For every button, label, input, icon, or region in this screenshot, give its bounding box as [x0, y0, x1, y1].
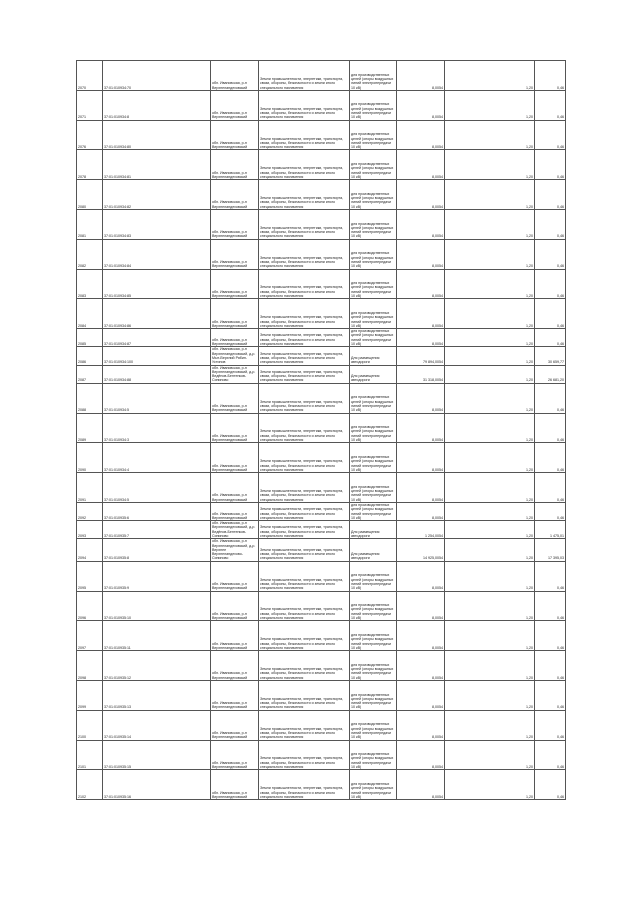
- tax-rate-cell: 1,20: [445, 180, 535, 210]
- permitted-use-cell: для производственных целей (опоры воздушных линий электропередачи 10 кВ): [350, 383, 397, 413]
- address-cell: обл. Ивановская, р-н Верхнеландеховский: [211, 150, 259, 180]
- row-number-cell: 2071: [77, 90, 103, 120]
- table-row: [77, 120, 566, 150]
- land-category-cell: Земли промышленности, энергетики, транспорта, связи, обороны, безопасности и земли иного специального назначения: [259, 239, 350, 269]
- cadastral-number-cell: 37:01:010934:83: [103, 209, 211, 239]
- land-category-cell: Земли промышленности, энергетики, транспорта, связи, обороны, безопасности и земли иного специального назначения: [259, 443, 350, 473]
- cadastral-number-cell: 37:01:010934:81: [103, 150, 211, 180]
- address-cell: обл. Ивановская, р-н Верхнеландеховский: [211, 90, 259, 120]
- tax-amount-cell: 0,46: [535, 299, 566, 329]
- table-row: [77, 521, 566, 539]
- table-row: [77, 561, 566, 591]
- table-row: [77, 150, 566, 180]
- address-cell: обл. Ивановская, р-н Верхнеландеховский, д-р. Ведёнов-Бентенков-Сипиново: [211, 365, 259, 383]
- tax-amount-cell: 0,46: [535, 120, 566, 150]
- tax-rate-cell: 1,20: [445, 651, 535, 681]
- tax-rate-cell: 1,20: [445, 502, 535, 520]
- table-row: [77, 269, 566, 299]
- address-cell: обл. Ивановская, р-н Верхнеландеховский: [211, 651, 259, 681]
- tax-amount-cell: 0,46: [535, 621, 566, 651]
- address-cell: обл. Ивановская, р-н Верхнеландеховский: [211, 269, 259, 299]
- land-category-cell: Земли промышленности, энергетики, транспорта, связи, обороны, безопасности и земли иного специального назначения: [259, 209, 350, 239]
- tax-amount-cell: 0,46: [535, 651, 566, 681]
- address-cell: обл. Ивановская, р-н Верхнеландеховский: [211, 299, 259, 329]
- table-row: [77, 365, 566, 383]
- permitted-use-cell: Для размещения автодороги: [350, 347, 397, 365]
- tax-rate-cell: 1,20: [445, 365, 535, 383]
- address-cell: обл. Ивановская, р-н Верхнеландеховский: [211, 770, 259, 800]
- land-category-cell: Земли промышленности, энергетики, транспорта, связи, обороны, безопасности и земли иного специального назначения: [259, 621, 350, 651]
- permitted-use-cell: для производственных целей (опоры воздушных линий электропередачи 10 кВ): [350, 621, 397, 651]
- row-number-cell: 2085: [77, 329, 103, 347]
- tax-rate-cell: 1,20: [445, 561, 535, 591]
- area-cell: 14 925,0054: [397, 539, 445, 561]
- land-tax-table: [76, 60, 566, 800]
- area-cell: 31 318,0054: [397, 365, 445, 383]
- address-cell: обл. Ивановская, р-н Верхнеландеховский: [211, 680, 259, 710]
- cadastral-number-cell: 37:01:010935:14: [103, 710, 211, 740]
- land-category-cell: Земли промышленности, энергетики, транспорта, связи, обороны, безопасности и земли иного специального назначения: [259, 539, 350, 561]
- cadastral-number-cell: 37:01:010935:8: [103, 539, 211, 561]
- tax-rate-cell: 1,20: [445, 591, 535, 621]
- tax-amount-cell: 0,46: [535, 239, 566, 269]
- table-row: [77, 180, 566, 210]
- area-cell: 8,0054: [397, 561, 445, 591]
- tax-amount-cell: 1 475,01: [535, 521, 566, 539]
- tax-rate-cell: 1,20: [445, 443, 535, 473]
- tax-rate-cell: 1,20: [445, 120, 535, 150]
- area-cell: 8,0054: [397, 269, 445, 299]
- permitted-use-cell: для производственных целей (опоры воздушных линий электропередачи 10 кВ): [350, 180, 397, 210]
- area-cell: 8,0054: [397, 209, 445, 239]
- cadastral-number-cell: 37:01:010934:88: [103, 365, 211, 383]
- address-cell: обл. Ивановская, р-н Верхнеландеховский: [211, 502, 259, 520]
- table-row: [77, 740, 566, 770]
- tax-rate-cell: 1,20: [445, 680, 535, 710]
- row-number-cell: 2093: [77, 521, 103, 539]
- land-category-cell: Земли промышленности, энергетики, транспорта, связи, обороны, безопасности и земли иного специального назначения: [259, 502, 350, 520]
- permitted-use-cell: для производственных целей (опоры воздушных линий электропередачи 10 кВ): [350, 150, 397, 180]
- permitted-use-cell: Для размещения автодороги: [350, 521, 397, 539]
- row-number-cell: 2088: [77, 383, 103, 413]
- area-cell: 8,0054: [397, 710, 445, 740]
- permitted-use-cell: для производственных целей (опоры воздушных линий электропередачи 10 кВ): [350, 710, 397, 740]
- land-category-cell: Земли промышленности, энергетики, транспорта, связи, обороны, безопасности и земли иного специального назначения: [259, 180, 350, 210]
- tax-amount-cell: 0,46: [535, 150, 566, 180]
- table-row: [77, 61, 566, 91]
- land-category-cell: Земли промышленности, энергетики, транспорта, связи, обороны, безопасности и земли иного специального назначения: [259, 710, 350, 740]
- tax-amount-cell: 0,46: [535, 710, 566, 740]
- permitted-use-cell: для производственных целей (опоры воздушных линий электропередачи 10 кВ): [350, 740, 397, 770]
- tax-amount-cell: 0,46: [535, 473, 566, 503]
- table-row: [77, 680, 566, 710]
- permitted-use-cell: для производственных целей (опоры воздушных линий электропередачи 10 кВ): [350, 269, 397, 299]
- tax-rate-cell: 1,20: [445, 413, 535, 443]
- cadastral-number-cell: 37:01:010934:84: [103, 239, 211, 269]
- table-row: [77, 90, 566, 120]
- table-row: [77, 539, 566, 561]
- row-number-cell: 2091: [77, 473, 103, 503]
- address-cell: обл. Ивановская, р-н Верхнеландеховский: [211, 180, 259, 210]
- area-cell: 8,0054: [397, 90, 445, 120]
- land-category-cell: Земли промышленности, энергетики, транспорта, связи, обороны, безопасности и земли иного специального назначения: [259, 269, 350, 299]
- tax-amount-cell: 0,46: [535, 443, 566, 473]
- area-cell: 8,0054: [397, 413, 445, 443]
- tax-amount-cell: 0,46: [535, 329, 566, 347]
- tax-amount-cell: 0,46: [535, 383, 566, 413]
- permitted-use-cell: для производственных целей (опоры воздушных линий электропередачи 10 кВ): [350, 591, 397, 621]
- address-cell: обл. Ивановская, р-н Верхнеландеховский: [211, 591, 259, 621]
- cadastral-number-cell: 37:01:010934:86: [103, 299, 211, 329]
- land-category-cell: Земли промышленности, энергетики, транспорта, связи, обороны, безопасности и земли иного специального назначения: [259, 90, 350, 120]
- row-number-cell: 2096: [77, 591, 103, 621]
- row-number-cell: 2070: [77, 61, 103, 91]
- address-cell: обл. Ивановская, р-н Верхнеландеховский: [211, 561, 259, 591]
- permitted-use-cell: для производственных целей (опоры воздушных линий электропередачи 10 кВ): [350, 651, 397, 681]
- row-number-cell: 2094: [77, 539, 103, 561]
- permitted-use-cell: Для размещения автодороги: [350, 539, 397, 561]
- tax-rate-cell: 1,20: [445, 383, 535, 413]
- land-category-cell: Земли промышленности, энергетики, транспорта, связи, обороны, безопасности и земли иного специального назначения: [259, 680, 350, 710]
- address-cell: обл. Ивановская, р-н Верхнеландеховский: [211, 473, 259, 503]
- table-row: [77, 443, 566, 473]
- land-category-cell: Земли промышленности, энергетики, транспорта, связи, обороны, безопасности и земли иного специального назначения: [259, 473, 350, 503]
- cadastral-number-cell: 37:01:010934:3: [103, 413, 211, 443]
- row-number-cell: 2076: [77, 120, 103, 150]
- permitted-use-cell: для производственных целей (опоры воздушных линий электропередачи 10 кВ): [350, 209, 397, 239]
- land-category-cell: Земли промышленности, энергетики, транспорта, связи, обороны, безопасности и земли иного специального назначения: [259, 740, 350, 770]
- table-row: [77, 502, 566, 520]
- permitted-use-cell: Для размещения автодороги: [350, 365, 397, 383]
- tax-rate-cell: 1,20: [445, 239, 535, 269]
- land-category-cell: Земли промышленности, энергетики, транспорта, связи, обороны, безопасности и земли иного специального назначения: [259, 329, 350, 347]
- area-cell: 8,0054: [397, 329, 445, 347]
- cadastral-number-cell: 37:01:010935:7: [103, 521, 211, 539]
- area-cell: 8,0054: [397, 180, 445, 210]
- tax-rate-cell: 1,20: [445, 710, 535, 740]
- permitted-use-cell: для производственных целей (опоры воздушных линий электропередачи 10 кВ): [350, 299, 397, 329]
- land-category-cell: Земли промышленности, энергетики, транспорта, связи, обороны, безопасности и земли иного специального назначения: [259, 365, 350, 383]
- cadastral-number-cell: 37:01:010935:10: [103, 591, 211, 621]
- area-cell: 8,0054: [397, 740, 445, 770]
- cadastral-number-cell: 37:01:010934:100: [103, 347, 211, 365]
- row-number-cell: 2086: [77, 347, 103, 365]
- tax-amount-cell: 0,46: [535, 180, 566, 210]
- tax-rate-cell: 1,20: [445, 90, 535, 120]
- address-cell: обл. Ивановская, р-н Верхнеландеховский: [211, 413, 259, 443]
- area-cell: 8,0054: [397, 591, 445, 621]
- table-row: [77, 383, 566, 413]
- tax-rate-cell: 1,20: [445, 329, 535, 347]
- area-cell: 8,0054: [397, 473, 445, 503]
- table-row: [77, 299, 566, 329]
- address-cell: обл. Ивановская, р-н Верхнеландеховский: [211, 239, 259, 269]
- tax-rate-cell: 1,20: [445, 770, 535, 800]
- table-row: [77, 621, 566, 651]
- tax-rate-cell: 1,20: [445, 299, 535, 329]
- row-number-cell: 2095: [77, 561, 103, 591]
- tax-rate-cell: 1,20: [445, 347, 535, 365]
- land-category-cell: Земли промышленности, энергетики, транспорта, связи, обороны, безопасности и земли иного специального назначения: [259, 561, 350, 591]
- land-category-cell: Земли промышленности, энергетики, транспорта, связи, обороны, безопасности и земли иного специального назначения: [259, 770, 350, 800]
- land-category-cell: Земли промышленности, энергетики, транспорта, связи, обороны, безопасности и земли иного специального назначения: [259, 383, 350, 413]
- table-row: [77, 239, 566, 269]
- tax-amount-cell: 0,46: [535, 740, 566, 770]
- land-category-cell: Земли промышленности, энергетики, транспорта, связи, обороны, безопасности и земли иного специального назначения: [259, 120, 350, 150]
- tax-rate-cell: 1,20: [445, 269, 535, 299]
- tax-amount-cell: 0,46: [535, 680, 566, 710]
- area-cell: 8,0054: [397, 621, 445, 651]
- tax-rate-cell: 1,20: [445, 539, 535, 561]
- row-number-cell: 2081: [77, 209, 103, 239]
- cadastral-number-cell: 37:01:010935:11: [103, 621, 211, 651]
- table-row: [77, 413, 566, 443]
- address-cell: обл. Ивановская, р-н Верхнеландеховский: [211, 209, 259, 239]
- row-number-cell: 2097: [77, 621, 103, 651]
- row-number-cell: 2102: [77, 770, 103, 800]
- area-cell: 8,0054: [397, 239, 445, 269]
- tax-amount-cell: 0,46: [535, 269, 566, 299]
- permitted-use-cell: для производственных целей (опоры воздушных линий электропередачи 10 кВ): [350, 239, 397, 269]
- row-number-cell: 2099: [77, 680, 103, 710]
- tax-amount-cell: 0,46: [535, 502, 566, 520]
- address-cell: обл. Ивановская, р-н Верхнеландеховский: [211, 120, 259, 150]
- area-cell: 8,0054: [397, 443, 445, 473]
- cadastral-number-cell: 37:01:010934:87: [103, 329, 211, 347]
- row-number-cell: 2078: [77, 150, 103, 180]
- permitted-use-cell: для производственных целей (опоры воздушных линий электропередачи 10 кВ): [350, 90, 397, 120]
- table-body: [77, 61, 566, 800]
- permitted-use-cell: для производственных целей (опоры воздушных линий электропередачи 10 кВ): [350, 502, 397, 520]
- tax-rate-cell: 1,20: [445, 61, 535, 91]
- permitted-use-cell: для производственных целей (опоры воздушных линий электропередачи 10 кВ): [350, 443, 397, 473]
- tax-rate-cell: 1,20: [445, 209, 535, 239]
- row-number-cell: 2090: [77, 443, 103, 473]
- table-row: [77, 770, 566, 800]
- tax-amount-cell: 26 681,20: [535, 365, 566, 383]
- area-cell: 8,0054: [397, 383, 445, 413]
- tax-amount-cell: 0,46: [535, 209, 566, 239]
- address-cell: обл. Ивановская, р-н Верхнеландеховский: [211, 383, 259, 413]
- cadastral-number-cell: 37:01:010935:16: [103, 770, 211, 800]
- row-number-cell: 2101: [77, 740, 103, 770]
- permitted-use-cell: для производственных целей (опоры воздушных линий электропередачи 10 кВ): [350, 680, 397, 710]
- tax-amount-cell: 0,46: [535, 591, 566, 621]
- land-category-cell: Земли промышленности, энергетики, транспорта, связи, обороны, безопасности и земли иного специального назначения: [259, 651, 350, 681]
- area-cell: 8,0054: [397, 651, 445, 681]
- address-cell: обл. Ивановская, р-н Верхнеландеховский: [211, 710, 259, 740]
- row-number-cell: 2080: [77, 180, 103, 210]
- cadastral-number-cell: 37:01:010934:8: [103, 90, 211, 120]
- cadastral-number-cell: 37:01:010935:12: [103, 651, 211, 681]
- tax-amount-cell: 0,46: [535, 413, 566, 443]
- tax-amount-cell: 0,46: [535, 61, 566, 91]
- tax-amount-cell: 0,46: [535, 770, 566, 800]
- permitted-use-cell: для производственных целей (опоры воздушных линий электропередачи 10 кВ): [350, 770, 397, 800]
- area-cell: 8,0054: [397, 150, 445, 180]
- row-number-cell: 2087: [77, 365, 103, 383]
- address-cell: обл. Ивановская, р-н Верхнеландеховский, д-р. Мыт-Верхний Рябин-Устинов: [211, 347, 259, 365]
- permitted-use-cell: для производственных целей (опоры воздушных линий электропередачи 10 кВ): [350, 413, 397, 443]
- tax-rate-cell: 1,20: [445, 521, 535, 539]
- cadastral-number-cell: 37:01:010935:15: [103, 740, 211, 770]
- area-cell: 8,0054: [397, 299, 445, 329]
- tax-amount-cell: 0,46: [535, 90, 566, 120]
- table-row: [77, 473, 566, 503]
- table-row: [77, 591, 566, 621]
- table-row: [77, 329, 566, 347]
- cadastral-number-cell: 37:01:010934:4: [103, 443, 211, 473]
- address-cell: обл. Ивановская, р-н Верхнеландеховский: [211, 61, 259, 91]
- cadastral-number-cell: 37:01:010934:5: [103, 383, 211, 413]
- row-number-cell: 2083: [77, 269, 103, 299]
- permitted-use-cell: для производственных целей (опоры воздушных линий электропередачи 10 кВ): [350, 329, 397, 347]
- area-cell: 8,0054: [397, 61, 445, 91]
- row-number-cell: 2084: [77, 299, 103, 329]
- tax-amount-cell: 0,46: [535, 561, 566, 591]
- cadastral-number-cell: 37:01:010935:9: [103, 561, 211, 591]
- cadastral-number-cell: 37:01:010934:85: [103, 269, 211, 299]
- table-row: [77, 209, 566, 239]
- cadastral-number-cell: 37:01:010934:5: [103, 473, 211, 503]
- land-category-cell: Земли промышленности, энергетики, транспорта, связи, обороны, безопасности и земли иного специального назначения: [259, 521, 350, 539]
- area-cell: 8,0054: [397, 680, 445, 710]
- address-cell: обл. Ивановская, р-н Верхнеландеховский: [211, 621, 259, 651]
- tax-amount-cell: 17 395,03: [535, 539, 566, 561]
- cadastral-number-cell: 37:01:010935:13: [103, 680, 211, 710]
- cadastral-number-cell: 37:01:010934:70: [103, 61, 211, 91]
- table-row: [77, 710, 566, 740]
- land-category-cell: Земли промышленности, энергетики, транспорта, связи, обороны, безопасности и земли иного специального назначения: [259, 413, 350, 443]
- address-cell: обл. Ивановская, р-н Верхнеландеховский: [211, 329, 259, 347]
- land-category-cell: Земли промышленности, энергетики, транспорта, связи, обороны, безопасности и земли иного специального назначения: [259, 347, 350, 365]
- row-number-cell: 2092: [77, 502, 103, 520]
- cadastral-number-cell: 37:01:010934:80: [103, 120, 211, 150]
- land-category-cell: Земли промышленности, энергетики, транспорта, связи, обороны, безопасности и земли иного специального назначения: [259, 299, 350, 329]
- land-category-cell: Земли промышленности, энергетики, транспорта, связи, обороны, безопасности и земли иного специального назначения: [259, 61, 350, 91]
- tax-rate-cell: 1,20: [445, 740, 535, 770]
- address-cell: обл. Ивановская, р-н Верхнеландеховский: [211, 740, 259, 770]
- address-cell: обл. Ивановская, р-н Верхнеландеховский, д-р. Ведёнов-Бентенков-Сипиново: [211, 521, 259, 539]
- permitted-use-cell: для производственных целей (опоры воздушных линий электропередачи 10 кВ): [350, 120, 397, 150]
- land-category-cell: Земли промышленности, энергетики, транспорта, связи, обороны, безопасности и земли иного специального назначения: [259, 150, 350, 180]
- table-row: [77, 347, 566, 365]
- address-cell: обл. Ивановская, р-н Верхнеландеховский: [211, 443, 259, 473]
- tax-rate-cell: 1,20: [445, 150, 535, 180]
- permitted-use-cell: для производственных целей (опоры воздушных линий электропередачи 10 кВ): [350, 473, 397, 503]
- row-number-cell: 2098: [77, 651, 103, 681]
- row-number-cell: 2082: [77, 239, 103, 269]
- area-cell: 8,0054: [397, 770, 445, 800]
- tax-amount-cell: 30 659,77: [535, 347, 566, 365]
- row-number-cell: 2089: [77, 413, 103, 443]
- cadastral-number-cell: 37:01:010935:6: [103, 502, 211, 520]
- area-cell: 8,0054: [397, 120, 445, 150]
- land-category-cell: Земли промышленности, энергетики, транспорта, связи, обороны, безопасности и земли иного специального назначения: [259, 591, 350, 621]
- tax-rate-cell: 1,20: [445, 621, 535, 651]
- cadastral-number-cell: 37:01:010934:82: [103, 180, 211, 210]
- area-cell: 79 894,0054: [397, 347, 445, 365]
- permitted-use-cell: для производственных целей (опоры воздушных линий электропередачи 10 кВ): [350, 561, 397, 591]
- address-cell: обл. Ивановская, р-н Верхнеландеховский, д-р. Верхнее Верхнеландехово-Сипиново: [211, 539, 259, 561]
- tax-rate-cell: 1,20: [445, 473, 535, 503]
- permitted-use-cell: для производственных целей (опоры воздушных линий электропередачи 10 кВ): [350, 61, 397, 91]
- area-cell: 8,0054: [397, 502, 445, 520]
- row-number-cell: 2100: [77, 710, 103, 740]
- table-row: [77, 651, 566, 681]
- area-cell: 1 254,0054: [397, 521, 445, 539]
